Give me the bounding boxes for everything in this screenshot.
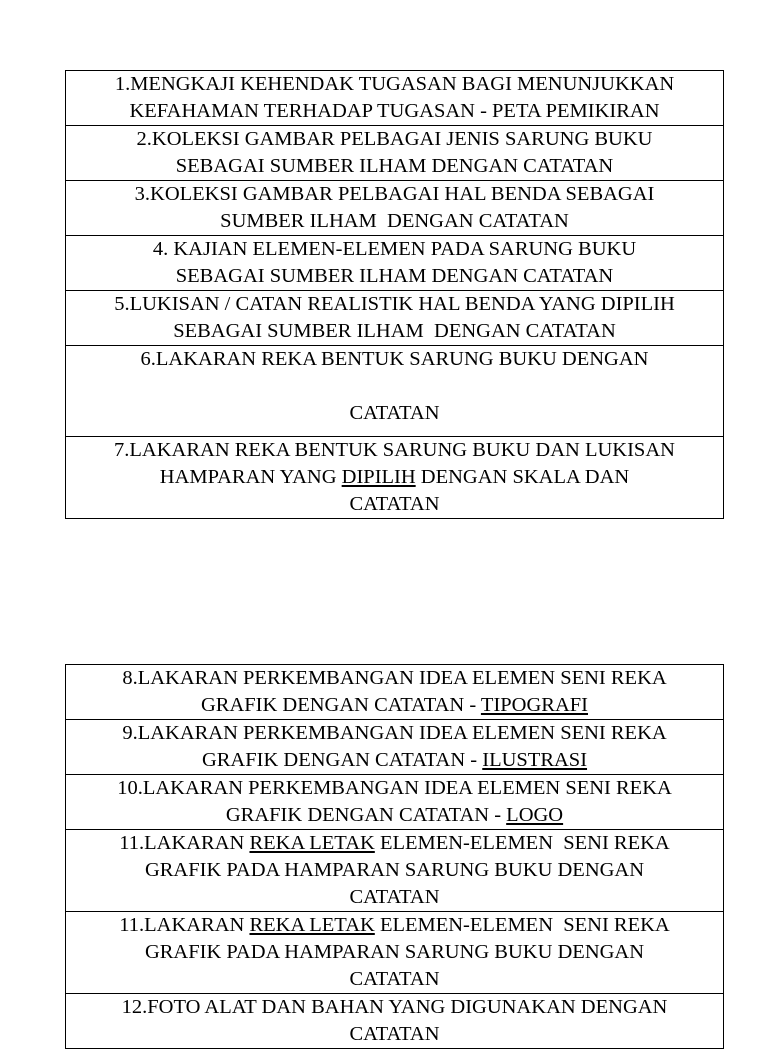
table-row (66, 912, 724, 994)
table-row (66, 291, 724, 346)
task-cell-8 (66, 665, 724, 720)
table-row (66, 346, 724, 437)
underlined-text: REKA LETAK (249, 832, 375, 854)
table-row (66, 71, 724, 126)
task-text: GRAFIK PADA HAMPARAN SARUNG BUKU DENGAN (144, 941, 645, 963)
task-cell-11b (66, 912, 724, 994)
blank-line (68, 373, 721, 400)
task-cell-12 (66, 994, 724, 1049)
table-row (66, 665, 724, 720)
task-text: 10.LAKARAN PERKEMBANGAN IDEA ELEMEN SENI REKA (117, 777, 672, 799)
table-row (66, 720, 724, 775)
task-text: SEBAGAI SUMBER ILHAM DENGAN CATATAN (175, 155, 614, 177)
task-text: GRAFIK PADA HAMPARAN SARUNG BUKU DENGAN (144, 859, 645, 881)
task-cell-10 (66, 775, 724, 830)
underlined-text: DIPILIH (341, 466, 416, 488)
task-text: 11.LAKARAN (119, 832, 250, 854)
table-row (66, 181, 724, 236)
task-cell-6 (66, 346, 724, 437)
task-text: KEFAHAMAN TERHADAP TUGASAN - PETA PEMIKIRAN (129, 100, 660, 122)
task-text: 2.KOLEKSI GAMBAR PELBAGAI JENIS SARUNG BUKU (136, 128, 653, 150)
task-text: 3.KOLEKSI GAMBAR PELBAGAI HAL BENDA SEBAGAI (134, 183, 655, 205)
task-text: CATATAN (349, 1023, 440, 1045)
task-text: 8.LAKARAN PERKEMBANGAN IDEA ELEMEN SENI REKA (122, 667, 667, 689)
task-text: GRAFIK DENGAN CATATAN - (200, 694, 481, 716)
task-table-1 (65, 70, 724, 519)
task-text: SUMBER ILHAM DENGAN CATATAN (220, 210, 569, 232)
task-text: 7.LAKARAN REKA BENTUK SARUNG BUKU DAN LUKISAN (114, 439, 675, 461)
task-text: SEBAGAI SUMBER ILHAM DENGAN CATATAN (175, 265, 614, 287)
table-row (66, 126, 724, 181)
task-text: HAMPARAN YANG (159, 466, 342, 488)
task-table-2 (65, 664, 724, 1049)
table-row (66, 236, 724, 291)
underlined-text: ILUSTRASI (482, 749, 588, 771)
underlined-text: LOGO (506, 804, 564, 826)
task-cell-1 (66, 71, 724, 126)
task-text: 5.LUKISAN / CATAN REALISTIK HAL BENDA YANG DIPILIH (114, 293, 675, 315)
table-row (66, 994, 724, 1049)
task-text: GRAFIK DENGAN CATATAN - (225, 804, 507, 826)
table-row (66, 830, 724, 912)
task-text: 6.LAKARAN REKA BENTUK SARUNG BUKU DENGAN (140, 348, 649, 370)
task-text: 9.LAKARAN PERKEMBANGAN IDEA ELEMEN SENI REKA (122, 722, 667, 744)
task-cell-9 (66, 720, 724, 775)
task-text: ELEMEN-ELEMEN SENI REKA (374, 832, 670, 854)
task-text: CATATAN (349, 402, 440, 424)
task-cell-3 (66, 181, 724, 236)
table-row (66, 437, 724, 519)
task-text: SEBAGAI SUMBER ILHAM DENGAN CATATAN (173, 320, 616, 342)
task-cell-4 (66, 236, 724, 291)
task-cell-5 (66, 291, 724, 346)
task-text: CATATAN (349, 968, 440, 990)
task-text: GRAFIK DENGAN CATATAN - (201, 749, 483, 771)
underlined-text: REKA LETAK (249, 914, 375, 936)
task-text: 4. KAJIAN ELEMEN-ELEMEN PADA SARUNG BUKU (152, 238, 637, 260)
task-cell-7 (66, 437, 724, 519)
table-row (66, 775, 724, 830)
task-text: 11.LAKARAN (119, 914, 250, 936)
task-text: CATATAN (349, 493, 440, 515)
task-text: ELEMEN-ELEMEN SENI REKA (374, 914, 670, 936)
task-cell-2 (66, 126, 724, 181)
task-text: 1.MENGKAJI KEHENDAK TUGASAN BAGI MENUNJUKKAN (114, 73, 675, 95)
task-cell-11a (66, 830, 724, 912)
task-text: CATATAN (349, 886, 440, 908)
task-text: DENGAN SKALA DAN (415, 466, 630, 488)
underlined-text: TIPOGRAFI (480, 694, 588, 716)
task-text: 12.FOTO ALAT DAN BAHAN YANG DIGUNAKAN DENGAN (121, 996, 668, 1018)
